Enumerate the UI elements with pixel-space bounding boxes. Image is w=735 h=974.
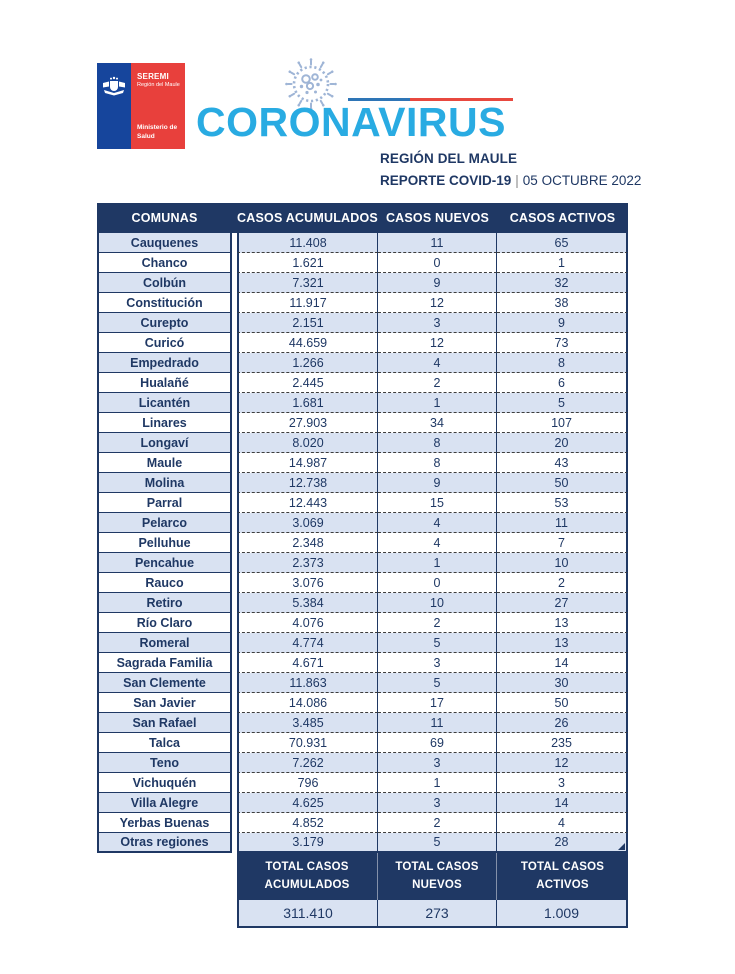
acumulados-cell: 12.738	[237, 473, 378, 493]
table-row	[97, 653, 628, 673]
comuna-cell: Teno	[97, 753, 232, 773]
comuna-cell: San Javier	[97, 693, 232, 713]
comuna-cell: Longaví	[97, 433, 232, 453]
total-nuevos-label: TOTAL CASOS NUEVOS	[378, 853, 497, 900]
table-row	[97, 413, 628, 433]
table-row	[97, 293, 628, 313]
activos-cell: 11	[497, 513, 628, 533]
table-row	[97, 673, 628, 693]
nuevos-cell: 9	[378, 473, 497, 493]
table-row	[97, 813, 628, 833]
nuevos-cell: 5	[378, 833, 497, 853]
acumulados-cell: 14.987	[237, 453, 378, 473]
acumulados-cell: 4.774	[237, 633, 378, 653]
acumulados-cell: 14.086	[237, 693, 378, 713]
activos-cell: 6	[497, 373, 628, 393]
comuna-cell: Talca	[97, 733, 232, 753]
nuevos-cell: 1	[378, 393, 497, 413]
nuevos-cell: 8	[378, 453, 497, 473]
comuna-cell: San Clemente	[97, 673, 232, 693]
acumulados-cell: 11.917	[237, 293, 378, 313]
acumulados-cell: 4.625	[237, 793, 378, 813]
comuna-cell: Rauco	[97, 573, 232, 593]
table-row	[97, 613, 628, 633]
chile-coat-of-arms-icon	[102, 74, 126, 107]
covid-table	[97, 203, 628, 853]
activos-cell: 1	[497, 253, 628, 273]
nuevos-cell: 12	[378, 333, 497, 353]
table-row	[97, 433, 628, 453]
nuevos-cell: 34	[378, 413, 497, 433]
activos-cell: 65	[497, 233, 628, 253]
nuevos-cell: 69	[378, 733, 497, 753]
nuevos-cell: 3	[378, 313, 497, 333]
table-row	[97, 373, 628, 393]
acumulados-cell: 2.373	[237, 553, 378, 573]
acumulados-cell: 11.408	[237, 233, 378, 253]
table-body	[97, 233, 628, 853]
table-row	[97, 713, 628, 733]
nuevos-cell: 12	[378, 293, 497, 313]
acumulados-cell: 3.069	[237, 513, 378, 533]
activos-cell: 3	[497, 773, 628, 793]
total-acumulados-label: TOTAL CASOS ACUMULADOS	[237, 853, 378, 900]
acumulados-cell: 4.076	[237, 613, 378, 633]
acumulados-cell: 796	[237, 773, 378, 793]
activos-cell: 30	[497, 673, 628, 693]
activos-cell: 9	[497, 313, 628, 333]
activos-cell: 5	[497, 393, 628, 413]
table-row	[97, 533, 628, 553]
table-row	[97, 733, 628, 753]
report-line	[380, 173, 641, 188]
table-row	[97, 573, 628, 593]
nuevos-cell: 3	[378, 753, 497, 773]
comuna-cell: Villa Alegre	[97, 793, 232, 813]
comuna-cell: Chanco	[97, 253, 232, 273]
comuna-cell: Empedrado	[97, 353, 232, 373]
acumulados-cell: 3.076	[237, 573, 378, 593]
comuna-cell: Sagrada Familia	[97, 653, 232, 673]
acumulados-cell: 7.321	[237, 273, 378, 293]
nuevos-cell: 4	[378, 533, 497, 553]
comuna-cell: Pelarco	[97, 513, 232, 533]
activos-cell: 2	[497, 573, 628, 593]
comuna-cell: Romeral	[97, 633, 232, 653]
activos-cell: 50	[497, 693, 628, 713]
activos-cell: 32	[497, 273, 628, 293]
comuna-cell: Río Claro	[97, 613, 232, 633]
acumulados-cell: 11.863	[237, 673, 378, 693]
activos-cell: 43	[497, 453, 628, 473]
activos-cell: 4	[497, 813, 628, 833]
comuna-cell: Linares	[97, 413, 232, 433]
nuevos-cell: 17	[378, 693, 497, 713]
table-row	[97, 353, 628, 373]
nuevos-cell: 5	[378, 633, 497, 653]
table-row	[97, 633, 628, 653]
table-row	[97, 753, 628, 773]
report-label: REPORTE COVID-19	[380, 173, 512, 188]
nuevos-cell: 15	[378, 493, 497, 513]
acumulados-cell: 7.262	[237, 753, 378, 773]
logo-blue-panel	[97, 63, 131, 149]
acumulados-cell: 12.443	[237, 493, 378, 513]
nuevos-cell: 3	[378, 793, 497, 813]
comuna-cell: Molina	[97, 473, 232, 493]
table-row	[97, 313, 628, 333]
comuna-cell: Pencahue	[97, 553, 232, 573]
logo-agency-label: SEREMI	[137, 72, 169, 81]
totals-section	[237, 853, 628, 928]
comuna-cell: Retiro	[97, 593, 232, 613]
activos-cell: 10	[497, 553, 628, 573]
comuna-cell: Otras regiones	[97, 833, 232, 853]
comuna-cell: San Rafael	[97, 713, 232, 733]
table-row	[97, 493, 628, 513]
acumulados-cell: 44.659	[237, 333, 378, 353]
column-header-nuevos: CASOS NUEVOS	[378, 203, 497, 233]
table-row	[97, 833, 628, 853]
activos-cell: 14	[497, 793, 628, 813]
total-activos-value: 1.009	[497, 900, 628, 928]
logo-region-label: Región del Maule	[137, 82, 180, 88]
acumulados-cell: 2.151	[237, 313, 378, 333]
acumulados-cell: 1.266	[237, 353, 378, 373]
nuevos-cell: 2	[378, 613, 497, 633]
nuevos-cell: 10	[378, 593, 497, 613]
activos-cell: 14	[497, 653, 628, 673]
activos-cell: 27	[497, 593, 628, 613]
report-date: 05 OCTUBRE 2022	[522, 173, 642, 188]
column-header-acumulados: CASOS ACUMULADOS	[237, 203, 378, 233]
table-row	[97, 333, 628, 353]
nuevos-cell: 11	[378, 713, 497, 733]
acumulados-cell: 3.179	[237, 833, 378, 853]
nuevos-cell: 2	[378, 373, 497, 393]
nuevos-cell: 5	[378, 673, 497, 693]
logo-ministry-label: Ministerio de Salud	[137, 124, 178, 140]
acumulados-cell: 5.384	[237, 593, 378, 613]
totals-header-row	[237, 853, 628, 900]
nuevos-cell: 8	[378, 433, 497, 453]
activos-cell: 73	[497, 333, 628, 353]
acumulados-cell: 1.681	[237, 393, 378, 413]
region-title: REGIÓN DEL MAULE	[380, 151, 518, 166]
activos-cell: 107	[497, 413, 628, 433]
nuevos-cell: 1	[378, 553, 497, 573]
table-row	[97, 773, 628, 793]
comuna-cell: Yerbas Buenas	[97, 813, 232, 833]
comuna-cell: Colbún	[97, 273, 232, 293]
seremi-logo	[97, 63, 185, 149]
table-row	[97, 693, 628, 713]
acumulados-cell: 70.931	[237, 733, 378, 753]
report-separator: |	[515, 173, 519, 188]
activos-cell: 50	[497, 473, 628, 493]
acumulados-cell: 8.020	[237, 433, 378, 453]
table-row	[97, 453, 628, 473]
comuna-cell: Constitución	[97, 293, 232, 313]
table-row	[97, 253, 628, 273]
activos-cell: 26	[497, 713, 628, 733]
nuevos-cell: 3	[378, 653, 497, 673]
activos-cell: 20	[497, 433, 628, 453]
total-nuevos-value: 273	[378, 900, 497, 928]
comuna-cell: Hualañé	[97, 373, 232, 393]
comuna-cell: Pelluhue	[97, 533, 232, 553]
nuevos-cell: 0	[378, 253, 497, 273]
comuna-cell: Parral	[97, 493, 232, 513]
table-row	[97, 273, 628, 293]
activos-cell: 12	[497, 753, 628, 773]
acumulados-cell: 4.852	[237, 813, 378, 833]
table-row	[97, 393, 628, 413]
activos-cell: 7	[497, 533, 628, 553]
table-header-row	[97, 203, 628, 233]
logo-red-panel	[131, 63, 185, 149]
activos-cell: 13	[497, 613, 628, 633]
nuevos-cell: 1	[378, 773, 497, 793]
comuna-cell: Maule	[97, 453, 232, 473]
table-row	[97, 593, 628, 613]
acumulados-cell: 3.485	[237, 713, 378, 733]
table-row	[97, 473, 628, 493]
nuevos-cell: 4	[378, 513, 497, 533]
total-activos-label: TOTAL CASOS ACTIVOS	[497, 853, 628, 900]
nuevos-cell: 2	[378, 813, 497, 833]
activos-cell: 235	[497, 733, 628, 753]
table-row	[97, 233, 628, 253]
acumulados-cell: 27.903	[237, 413, 378, 433]
acumulados-cell: 4.671	[237, 653, 378, 673]
activos-cell: 13	[497, 633, 628, 653]
table-row	[97, 553, 628, 573]
nuevos-cell: 4	[378, 353, 497, 373]
nuevos-cell: 11	[378, 233, 497, 253]
column-header-comunas: COMUNAS	[97, 203, 232, 233]
nuevos-cell: 9	[378, 273, 497, 293]
activos-cell: 38	[497, 293, 628, 313]
activos-cell: 8	[497, 353, 628, 373]
total-acumulados-value: 311.410	[237, 900, 378, 928]
activos-cell: 28	[497, 833, 628, 853]
nuevos-cell: 0	[378, 573, 497, 593]
comuna-cell: Cauquenes	[97, 233, 232, 253]
acumulados-cell: 1.621	[237, 253, 378, 273]
table-row	[97, 513, 628, 533]
totals-values-row	[237, 900, 628, 928]
acumulados-cell: 2.445	[237, 373, 378, 393]
column-header-activos: CASOS ACTIVOS	[497, 203, 628, 233]
brand-title: CORONAVIRUS	[196, 99, 506, 145]
activos-cell: 53	[497, 493, 628, 513]
acumulados-cell: 2.348	[237, 533, 378, 553]
comuna-cell: Licantén	[97, 393, 232, 413]
comuna-cell: Curepto	[97, 313, 232, 333]
comuna-cell: Curicó	[97, 333, 232, 353]
comuna-cell: Vichuquén	[97, 773, 232, 793]
report-meta	[380, 151, 641, 188]
table-row	[97, 793, 628, 813]
